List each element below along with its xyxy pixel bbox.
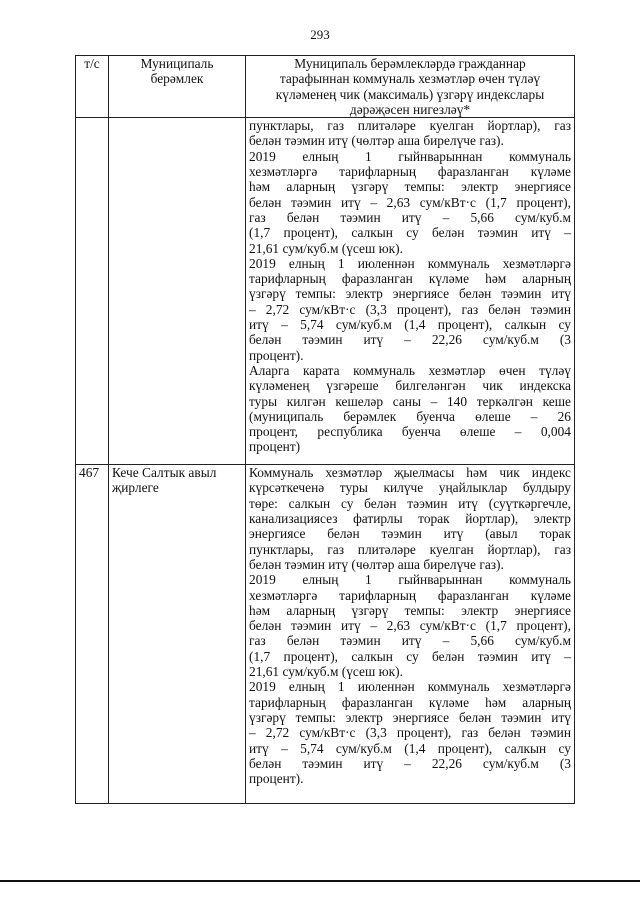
header-basis-line: Муниципаль берәмлекләрдә гражданнар [294,56,526,71]
text-line: хезмәтләргә тарифларның фаразланган күләме [249,164,571,180]
page-number: 293 [310,27,330,42]
text-line: белән тәэмин итү – 22,26 сум/куб.м (3 [249,755,571,771]
text-line: 2019 елның 1 июленнән коммуналь хезмәтләргә [249,679,571,695]
text-line: белән тәэмин итү (чөлтәр аша бирелүче газ). [249,133,504,149]
text-line: пунктлары, газ плитәләре куелган йортлар), газ [249,541,571,557]
text-line: газ белән тәэмин итү – 5,66 сум/куб.м [249,633,571,649]
text-line: Аларга карата коммуналь хезмәтләр өчен түләү [249,362,571,378]
text-line: белән тәэмин итү – 2,63 сум/кВт·с (1,7 процент), [249,618,571,634]
row-basis-text [246,118,575,465]
text-line: энергиясе белән тәэмин итү (авыл торак [249,526,571,542]
header-basis [246,56,575,118]
municipality-name-line-1: Кече Салтык авыл [112,465,217,481]
text-line: пунктлары, газ плитәләре куелган йортлар), газ [249,118,571,134]
text-line: тарифларның фаразланган күләме һәм аларның [249,271,571,287]
text-line: (1,7 процент), салкын су белән тәэмин итү – [249,648,571,664]
header-municipality-line-2: берәмлек [150,71,204,87]
text-line: 21,61 сум/куб.м (үсеш юк). [249,240,403,256]
text-line: һәм аларның үзгәрү темпы: электр энергиясе [249,602,571,618]
header-municipality-line-1: Муниципаль [140,56,214,71]
text-line: үзгәрү темпы: электр энергиясе белән тәэмин итү [249,709,571,725]
text-line: күләменең үзгәреше билгеләнгән чик индекска [249,378,571,394]
text-line: 21,61 сум/куб.м (үсеш юк). [249,664,403,680]
header-num-label: т/с [84,56,100,71]
text-line: белән тәэмин итү – 22,26 сум/куб.м (3 [249,332,571,348]
text-line: – 2,72 сум/кВт·с (3,3 процент), газ белән тәэмин [249,725,571,741]
text-line: процент) [249,439,301,455]
text-line: 2019 елның 1 июленнән коммуналь хезмәтләргә [249,255,571,271]
row-municipality [109,465,246,804]
text-line: һәм аларның үзгәрү темпы: электр энергиясе [249,179,571,195]
text-line: (муниципаль берәмлек буенча өлеше – 26 [249,408,571,424]
text-line: (1,7 процент), салкын су белән тәэмин итү – [249,225,571,241]
text-line: күрсәткеченә туры килүче уңайлыклар булдыру [249,480,571,496]
header-basis-line: дәрәҗәсен нигезләү* [349,101,471,117]
text-line: белән тәэмин итү – 2,63 сум/кВт·с (1,7 процент), [249,194,571,210]
tariff-table [75,55,575,804]
text-line: 2019 елның 1 гыйнварыннан коммуналь [249,148,571,164]
text-line: хезмәтләргә тарифларның фаразланган күләме [249,587,571,603]
text-line: 2019 елның 1 гыйнварыннан коммуналь [249,572,571,588]
municipality-name-line-2: җирлеге [112,480,159,496]
header-municipality [109,56,246,118]
text-line: тарифларның фаразланган күләме һәм аларның [249,694,571,710]
header-basis-line: күләменең чик (максималь) үзгәрү индекслары [275,86,545,102]
text-line: үзгәрү темпы: электр энергиясе белән тәэмин итү [249,286,571,302]
text-line: туры килгән кешеләр саны – 140 теркәлгән кеше [249,393,571,409]
row-number: 467 [76,465,109,804]
text-line: итү – 5,74 сум/куб.м (1,4 процент), салкын су [249,317,571,333]
header-num [76,56,109,118]
row-number [76,118,109,465]
text-line: Коммуналь хезмәтләр җыелмасы һәм чик индекс [249,465,571,481]
text-line: төре: салкын су белән тәэмин итү (суүткәргечле, [249,495,571,511]
text-line: канализациясез фатирлы торак йортлар), электр [249,511,571,527]
table-row [76,118,575,465]
table-header-row [76,56,575,118]
text-line: газ белән тәэмин итү – 5,66 сум/куб.м [249,209,571,225]
text-line: белән тәэмин итү (чөлтәр аша бирелүче газ). [249,556,504,572]
row-basis-text [246,465,575,804]
text-line: процент). [249,771,304,787]
text-line: итү – 5,74 сум/куб.м (1,4 процент), салкын су [249,740,571,756]
text-line: – 2,72 сум/кВт·с (3,3 процент), газ белән тәэмин [249,301,571,317]
table-row [76,465,575,804]
row-municipality [109,118,246,465]
header-basis-line: тарафыннан коммуналь хезмәтләр өчен түләү [279,71,541,87]
text-line: процент). [249,347,304,363]
page-bottom-rule [0,880,640,882]
text-line: процент, республика буенча өлеше – 0,004 [249,424,571,440]
